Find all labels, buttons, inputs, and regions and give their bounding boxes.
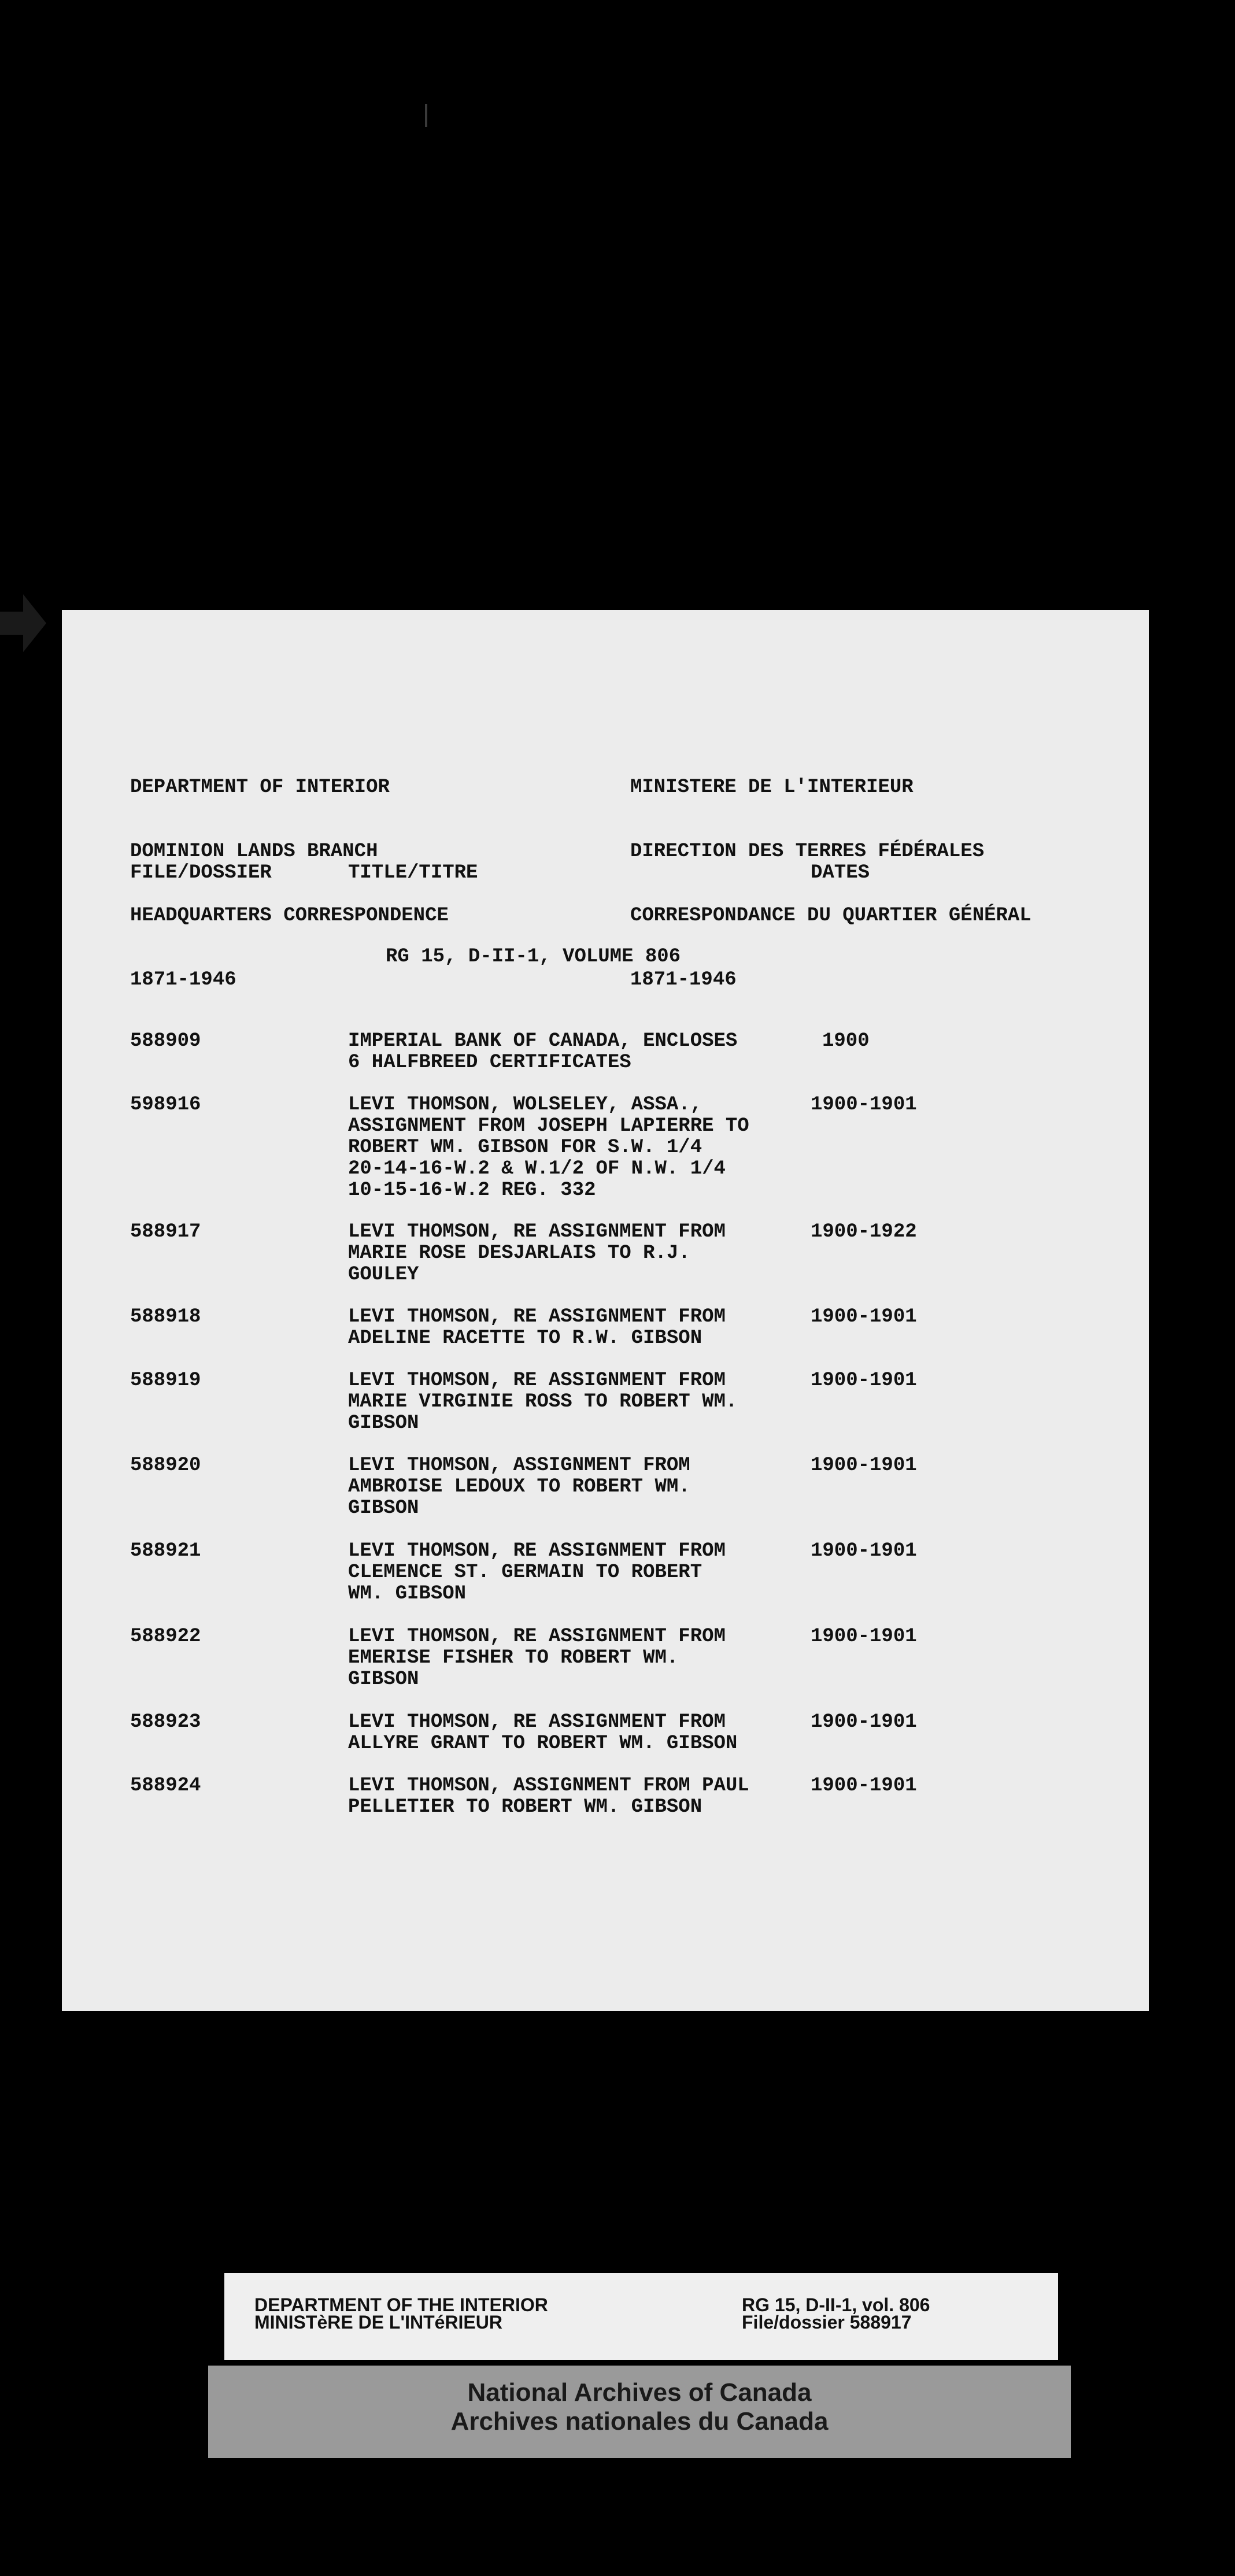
header-left-line: 1871-1946 [130,969,236,991]
film-speck [425,104,427,127]
column-header-title: TITLE/TITRE [348,862,478,884]
entry-dates: 1900-1901 [811,1454,917,1476]
entry-file: 588923 [130,1711,201,1733]
entry-title: LEVI THOMSON, WOLSELEY, ASSA., ASSIGNMENT FROM JOSEPH LAPIERRE TO ROBERT WM. GIBSON FOR S.W. 1/4 20-14-16-W.2 & W.1/2 OF N.W. 1/4 10-15-16-W.2 REG. 332 [348,1094,749,1201]
arrow-pointer-icon [0,594,46,652]
entry-dates: 1900-1901 [811,1711,917,1733]
stamp-line-fr: Archives nationales du Canada [450,2407,829,2436]
entry-file: 588919 [130,1370,201,1391]
entry-title: IMPERIAL BANK OF CANADA, ENCLOSES 6 HALFBREED CERTIFICATES [348,1030,738,1074]
header-right [630,734,1031,1034]
header-left-line: DOMINION LANDS BRANCH [130,841,378,863]
label-reference: RG 15, D-II-1, vol. 806 [742,2294,930,2315]
entry-file: 588924 [130,1775,201,1797]
document-sheet [62,610,1149,2011]
entry-title: LEVI THOMSON, RE ASSIGNMENT FROM MARIE ROSE DESJARLAIS TO R.J. GOULEY [348,1221,726,1286]
entry-dates: 1900-1922 [811,1221,917,1243]
entry-title: LEVI THOMSON, RE ASSIGNMENT FROM ALLYRE GRANT TO ROBERT WM. GIBSON [348,1711,738,1755]
header-right-line: 1871-1946 [630,969,737,991]
entry-title: LEVI THOMSON, RE ASSIGNMENT FROM MARIE VIRGINIE ROSS TO ROBERT WM. GIBSON [348,1370,738,1434]
entry-file: 588920 [130,1454,201,1476]
entry-file: 598916 [130,1094,201,1116]
entry-file: 588917 [130,1221,201,1243]
entry-file: 588922 [130,1626,201,1648]
label-file-number: File/dossier 588917 [742,2312,912,2333]
entry-dates: 1900-1901 [811,1540,917,1562]
entry-dates: 1900-1901 [811,1094,917,1116]
volume-heading: RG 15, D-II-1, VOLUME 806 [386,946,681,968]
archive-label [224,2273,1058,2360]
entry-file: 588921 [130,1540,201,1562]
stamp-line-en: National Archives of Canada [467,2378,812,2407]
entry-title: LEVI THOMSON, RE ASSIGNMENT FROM CLEMENCE ST. GERMAIN TO ROBERT WM. GIBSON [348,1540,726,1605]
entry-dates: 1900 [822,1030,870,1052]
entry-dates: 1900-1901 [811,1775,917,1797]
entry-dates: 1900-1901 [811,1306,917,1328]
entry-title: LEVI THOMSON, ASSIGNMENT FROM PAUL PELLETIER TO ROBERT WM. GIBSON [348,1775,749,1818]
entry-file: 588918 [130,1306,201,1328]
archives-stamp [208,2366,1071,2458]
label-dept-fr: MINISTèRE DE L'INTéRIEUR [254,2312,502,2333]
header-left [130,734,449,1034]
header-right-line: CORRESPONDANCE DU QUARTIER GÉNÉRAL [630,905,1031,927]
column-header-file: FILE/DOSSIER [130,862,272,884]
column-header-dates: DATES [811,862,870,884]
header-left-line: HEADQUARTERS CORRESPONDENCE [130,905,449,927]
header-right-line: MINISTERE DE L'INTERIEUR [630,776,914,798]
entry-title: LEVI THOMSON, ASSIGNMENT FROM AMBROISE LEDOUX TO ROBERT WM. GIBSON [348,1454,690,1519]
entry-file: 588909 [130,1030,201,1052]
entry-dates: 1900-1901 [811,1370,917,1391]
entry-dates: 1900-1901 [811,1626,917,1648]
header-right-line: DIRECTION DES TERRES FÉDÉRALES [630,841,985,863]
header-left-line: DEPARTMENT OF INTERIOR [130,776,390,798]
entry-title: LEVI THOMSON, RE ASSIGNMENT FROM ADELINE RACETTE TO R.W. GIBSON [348,1306,726,1349]
entry-title: LEVI THOMSON, RE ASSIGNMENT FROM EMERISE FISHER TO ROBERT WM. GIBSON [348,1626,726,1690]
label-dept-en: DEPARTMENT OF THE INTERIOR [254,2294,548,2315]
